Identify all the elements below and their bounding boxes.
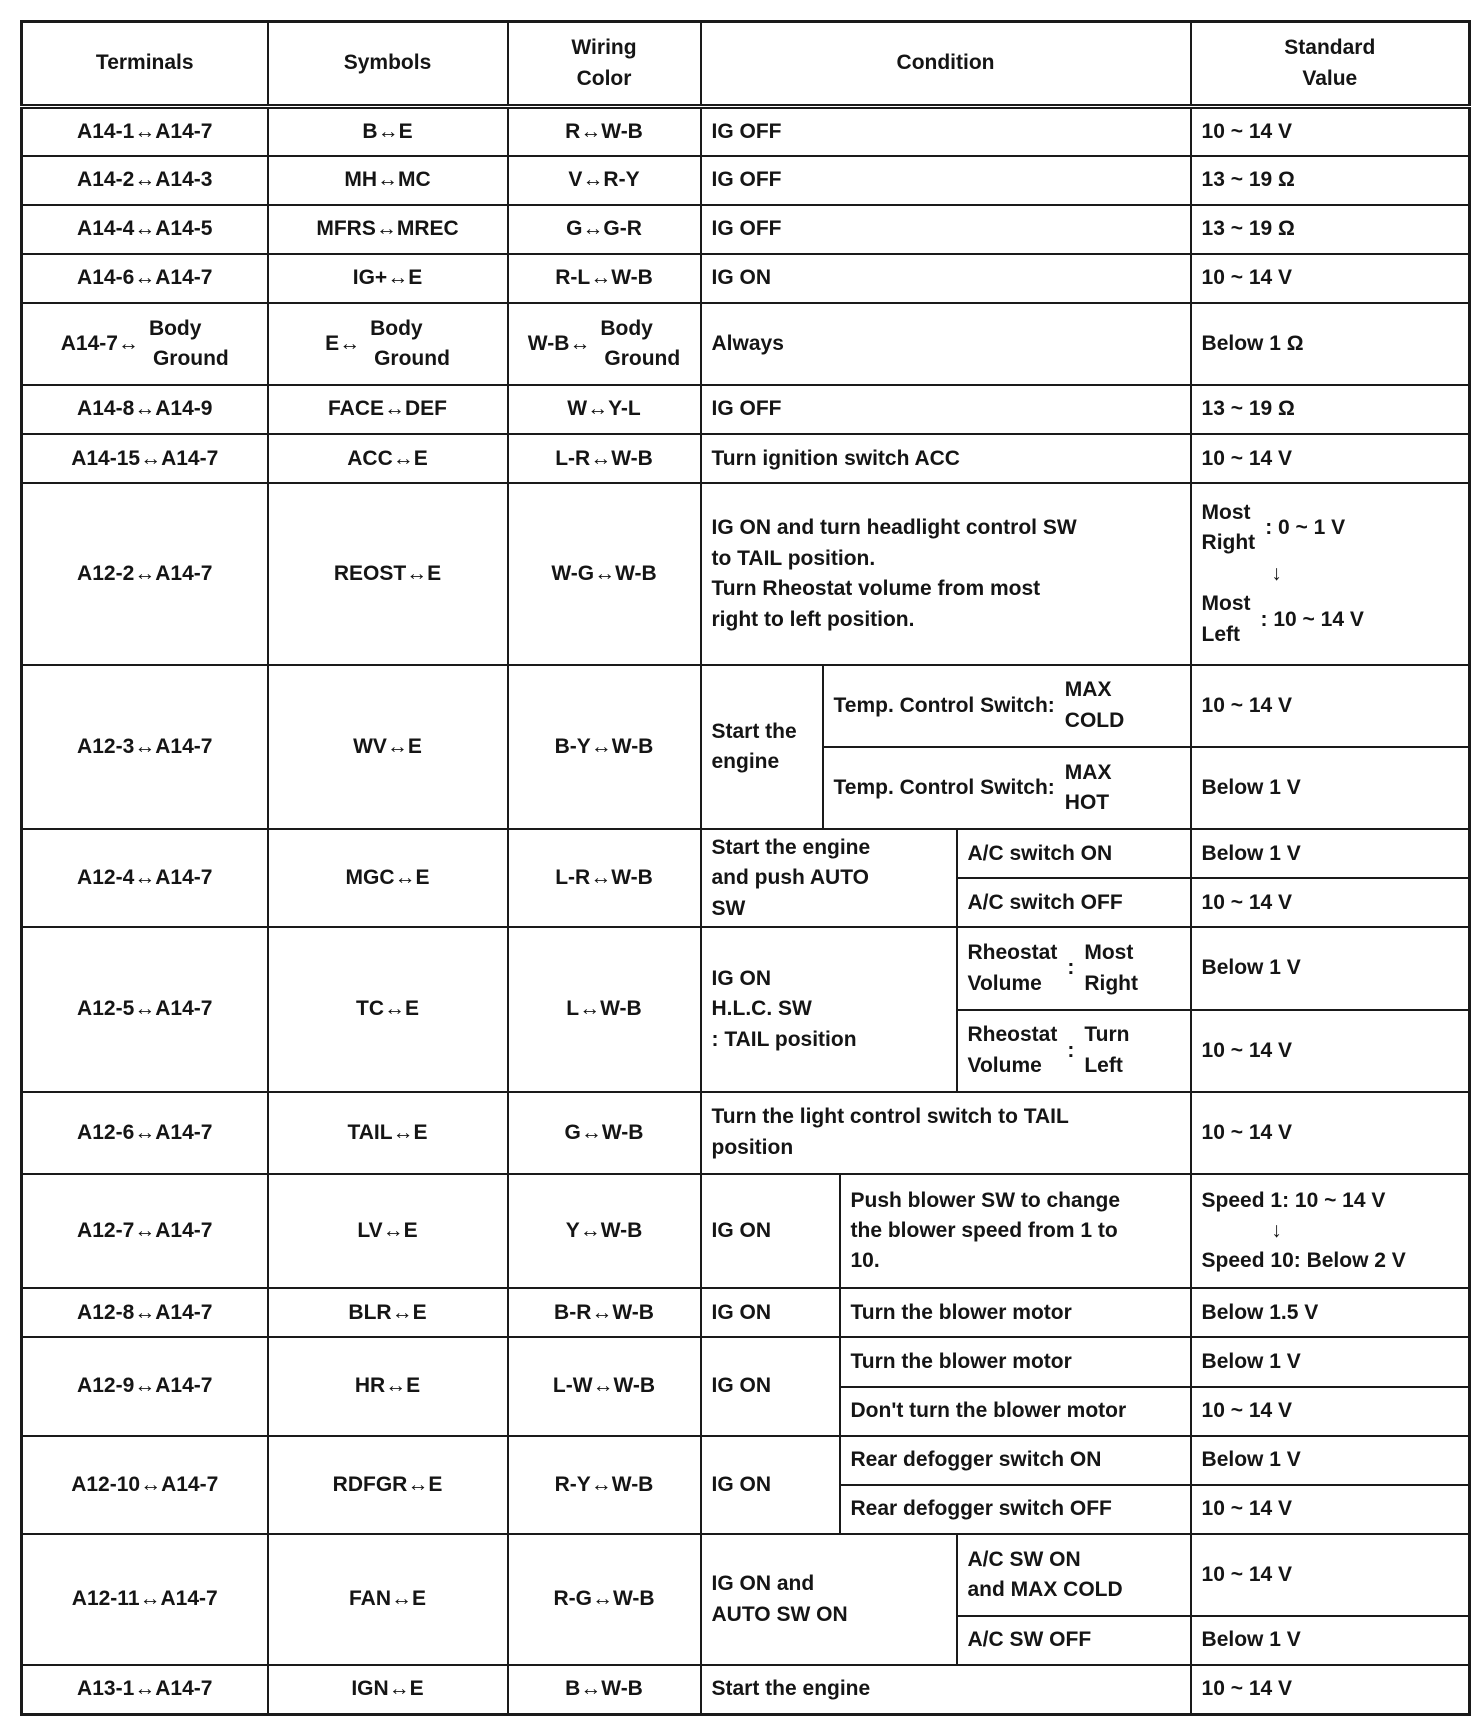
condition-cell: IG OFF (701, 156, 1191, 205)
table-row (22, 303, 1470, 385)
wiring-cell: W-B↔ Body Ground (508, 303, 701, 385)
condition-cell: Turn ignition switch ACC (701, 434, 1191, 483)
condition-sub-cell: Rheostat Volume : Most Right (957, 927, 1191, 1009)
terminals-cell: A12-11↔A14-7 (22, 1534, 268, 1665)
condition-sub-cell: Push blower SW to change the blower speed from 1 to 10. (840, 1174, 1191, 1288)
value-cell: Below 1 V (1191, 1616, 1470, 1665)
terminals-cell: A12-7↔A14-7 (22, 1174, 268, 1288)
wiring-cell: W-G↔W-B (508, 483, 701, 664)
terminals-cell: A12-6↔A14-7 (22, 1092, 268, 1174)
wiring-cell: B-Y↔W-B (508, 665, 701, 829)
symbols-cell: MFRS↔MREC (268, 205, 508, 254)
symbols-cell: B↔E (268, 107, 508, 156)
table-row (22, 156, 1470, 205)
header-standard-value: Standard Value (1191, 22, 1470, 107)
value-cell: Below 1 V (1191, 829, 1470, 878)
condition-cell: IG ON and turn headlight control SW to TAIL position. Turn Rheostat volume from most right to left position. (701, 483, 1191, 664)
arrow-down-icon: ↓ (1271, 561, 1282, 585)
condition-main-cell: IG ON (701, 1337, 840, 1435)
condition-cell: Always (701, 303, 1191, 385)
wiring-cell: L-R↔W-B (508, 829, 701, 927)
condition-sub-cell: Rear defogger switch ON (840, 1436, 1191, 1485)
wiring-cell: Y↔W-B (508, 1174, 701, 1288)
condition-sub-cell: A/C switch OFF (957, 878, 1191, 927)
symbols-cell: E↔ Body Ground (268, 303, 508, 385)
terminals-cell: A12-3↔A14-7 (22, 665, 268, 829)
wiring-cell: B-R↔W-B (508, 1288, 701, 1337)
terminals-cell: A14-2↔A14-3 (22, 156, 268, 205)
value-cell: Below 1 V (1191, 747, 1470, 829)
condition-sub-cell: Temp. Control Switch: MAX COLD (823, 665, 1191, 747)
value-cell: Speed 1: 10 ~ 14 V ↓ Speed 10: Below 2 V (1191, 1174, 1470, 1288)
wiring-cell: G↔G-R (508, 205, 701, 254)
value-cell: Below 1 V (1191, 1436, 1470, 1485)
symbols-cell: FACE↔DEF (268, 385, 508, 434)
terminals-cell: A12-9↔A14-7 (22, 1337, 268, 1435)
wiring-cell: R-L↔W-B (508, 254, 701, 303)
value-cell: 13 ~ 19 Ω (1191, 205, 1470, 254)
arrow-down-icon: ↓ (1271, 1218, 1282, 1242)
condition-main-cell: IG ON (701, 1436, 840, 1534)
symbols-cell: MGC↔E (268, 829, 508, 927)
terminals-cell: A12-2↔A14-7 (22, 483, 268, 664)
condition-main-cell: IG ON (701, 1288, 840, 1337)
symbols-cell: LV↔E (268, 1174, 508, 1288)
terminals-cell: A14-15↔A14-7 (22, 434, 268, 483)
header-terminals: Terminals (22, 22, 268, 107)
header-condition: Condition (701, 22, 1191, 107)
value-cell: 10 ~ 14 V (1191, 1534, 1470, 1616)
value-cell: 10 ~ 14 V (1191, 434, 1470, 483)
condition-cell: IG ON (701, 254, 1191, 303)
symbols-cell: IGN↔E (268, 1665, 508, 1714)
symbols-cell: WV↔E (268, 665, 508, 829)
wiring-cell: V↔R-Y (508, 156, 701, 205)
symbols-cell: TC↔E (268, 927, 508, 1091)
symbols-cell: IG+↔E (268, 254, 508, 303)
wiring-cell: R-G↔W-B (508, 1534, 701, 1665)
table-row (22, 829, 1470, 878)
condition-main-cell: Start the engine (701, 665, 823, 829)
terminals-cell: A12-8↔A14-7 (22, 1288, 268, 1337)
value-cell: 10 ~ 14 V (1191, 254, 1470, 303)
condition-cell: IG OFF (701, 385, 1191, 434)
value-cell: 10 ~ 14 V (1191, 1092, 1470, 1174)
wiring-cell: R↔W-B (508, 107, 701, 156)
table-row (22, 385, 1470, 434)
condition-cell: IG OFF (701, 107, 1191, 156)
symbols-cell: ACC↔E (268, 434, 508, 483)
condition-sub-cell: Don't turn the blower motor (840, 1387, 1191, 1436)
condition-sub-cell: A/C switch ON (957, 829, 1191, 878)
condition-main-cell: IG ON (701, 1174, 840, 1288)
condition-sub-cell: Rear defogger switch OFF (840, 1485, 1191, 1534)
condition-main-cell: IG ON H.L.C. SW : TAIL position (701, 927, 957, 1091)
wiring-cell: R-Y↔W-B (508, 1436, 701, 1534)
terminals-cell: A14-8↔A14-9 (22, 385, 268, 434)
terminals-cell: A13-1↔A14-7 (22, 1665, 268, 1714)
value-cell: 10 ~ 14 V (1191, 1665, 1470, 1714)
value-cell: Most Right : 0 ~ 1 V ↓ Most Left : 10 ~ 14 V (1191, 483, 1470, 664)
condition-sub-cell: Rheostat Volume : Turn Left (957, 1010, 1191, 1092)
wiring-cell: W↔Y-L (508, 385, 701, 434)
wiring-cell: L-R↔W-B (508, 434, 701, 483)
table-row (22, 1665, 1470, 1714)
table-row (22, 665, 1470, 747)
table-row (22, 1436, 1470, 1485)
table-row (22, 927, 1470, 1009)
condition-cell: IG OFF (701, 205, 1191, 254)
terminal-spec-sheet (20, 20, 1448, 1716)
header-symbols: Symbols (268, 22, 508, 107)
condition-main-cell: IG ON and AUTO SW ON (701, 1534, 957, 1665)
wiring-cell: G↔W-B (508, 1092, 701, 1174)
terminal-spec-table (20, 20, 1471, 1716)
terminals-cell: A12-10↔A14-7 (22, 1436, 268, 1534)
table-row (22, 1337, 1470, 1386)
terminals-cell: A12-4↔A14-7 (22, 829, 268, 927)
symbols-cell: REOST↔E (268, 483, 508, 664)
value-cell: 13 ~ 19 Ω (1191, 385, 1470, 434)
table-row (22, 1092, 1470, 1174)
symbols-cell: BLR↔E (268, 1288, 508, 1337)
value-cell: 10 ~ 14 V (1191, 107, 1470, 156)
value-cell: 10 ~ 14 V (1191, 1485, 1470, 1534)
table-row (22, 434, 1470, 483)
terminals-cell: A14-4↔A14-5 (22, 205, 268, 254)
value-cell: 10 ~ 14 V (1191, 665, 1470, 747)
wiring-cell: B↔W-B (508, 1665, 701, 1714)
terminals-cell: A14-7↔ Body Ground (22, 303, 268, 385)
table-row (22, 107, 1470, 156)
value-cell: 13 ~ 19 Ω (1191, 156, 1470, 205)
value-cell: Below 1 V (1191, 1337, 1470, 1386)
table-row (22, 1288, 1470, 1337)
value-cell: Below 1.5 V (1191, 1288, 1470, 1337)
wiring-cell: L-W↔W-B (508, 1337, 701, 1435)
condition-sub-cell: Temp. Control Switch: MAX HOT (823, 747, 1191, 829)
header-row (22, 22, 1470, 107)
value-cell: Below 1 Ω (1191, 303, 1470, 385)
value-cell: 10 ~ 14 V (1191, 1010, 1470, 1092)
value-cell: 10 ~ 14 V (1191, 878, 1470, 927)
table-row (22, 254, 1470, 303)
condition-main-cell: Start the engine and push AUTO SW (701, 829, 957, 927)
wiring-cell: L↔W-B (508, 927, 701, 1091)
table-row (22, 1534, 1470, 1616)
header-wiring-color: Wiring Color (508, 22, 701, 107)
symbols-cell: HR↔E (268, 1337, 508, 1435)
value-cell: 10 ~ 14 V (1191, 1387, 1470, 1436)
condition-sub-cell: Turn the blower motor (840, 1288, 1191, 1337)
table-row (22, 1174, 1470, 1288)
condition-sub-cell: Turn the blower motor (840, 1337, 1191, 1386)
symbols-cell: FAN↔E (268, 1534, 508, 1665)
symbols-cell: MH↔MC (268, 156, 508, 205)
terminals-cell: A14-6↔A14-7 (22, 254, 268, 303)
table-row (22, 483, 1470, 664)
table-row (22, 205, 1470, 254)
terminals-cell: A14-1↔A14-7 (22, 107, 268, 156)
symbols-cell: RDFGR↔E (268, 1436, 508, 1534)
condition-cell: Start the engine (701, 1665, 1191, 1714)
terminals-cell: A12-5↔A14-7 (22, 927, 268, 1091)
condition-sub-cell: A/C SW ON and MAX COLD (957, 1534, 1191, 1616)
value-cell: Below 1 V (1191, 927, 1470, 1009)
symbols-cell: TAIL↔E (268, 1092, 508, 1174)
condition-cell: Turn the light control switch to TAIL position (701, 1092, 1191, 1174)
condition-sub-cell: A/C SW OFF (957, 1616, 1191, 1665)
